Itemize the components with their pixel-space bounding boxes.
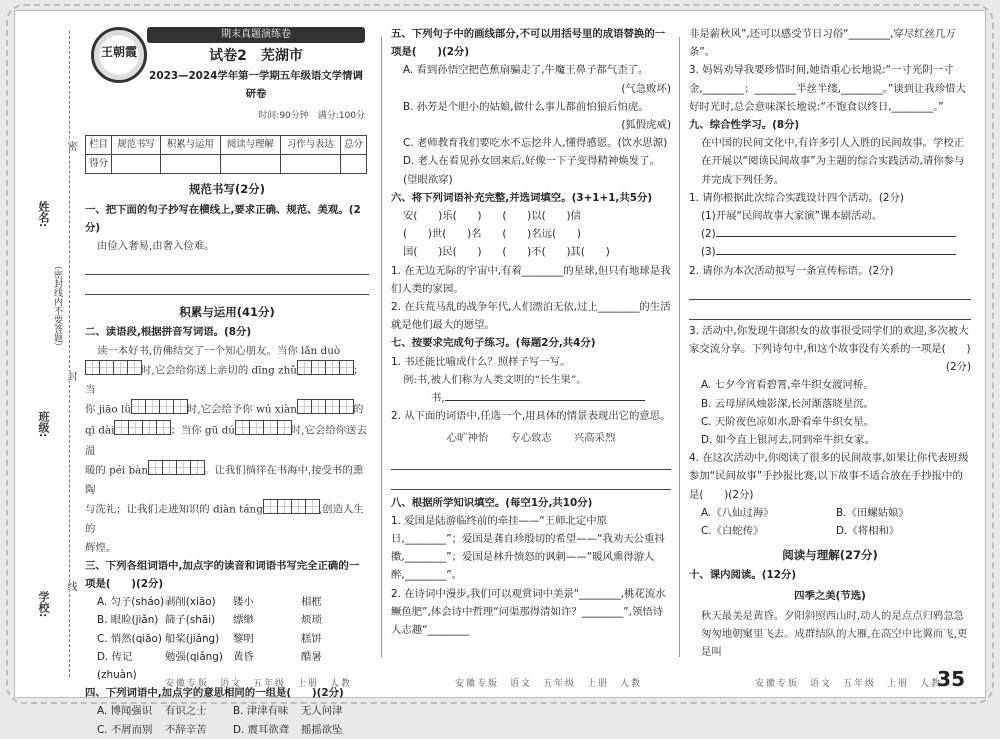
q5-option-c[interactable]: C. 老师教育我们要吃水不忘挖井人,懂得感恩。(饮水思源) (403, 137, 668, 150)
option[interactable]: C. 悄然(qiāo) (97, 632, 162, 645)
school-label: 学校: (37, 591, 50, 618)
q9-sub-2: 2. 请你为本次活动拟写一条宣传标语。(2分) (689, 264, 894, 277)
option-word: 勉强(qiǎng) (165, 650, 223, 663)
question-4: 四、下列词语中,加点字的意思相同的一组是( )(2分) (85, 687, 344, 700)
score-cell[interactable] (160, 155, 220, 174)
score-table (85, 135, 367, 174)
pinyin-grid[interactable] (114, 420, 170, 441)
q5-option-d[interactable]: D. 老人在看见孙女回来后,好像一下子变得精神焕发了。(望眼欲穿) (403, 155, 660, 186)
q7-sub-2: 2. 从下面的词语中,任选一个,用具体的情景表现出它的意思。 (391, 410, 671, 423)
option[interactable]: A. 博闻强识 (97, 705, 153, 718)
section-title: 阅读与理解(27分) (782, 548, 878, 563)
option-word: 酷暑 (301, 650, 322, 663)
answer-line[interactable] (85, 257, 369, 275)
answer-blank[interactable] (716, 254, 956, 255)
question-1: 一、把下面的句子抄写在横线上,要求正确、规范、美观。(2分) (85, 203, 361, 234)
score-header-cell: 栏目 (86, 136, 112, 155)
pinyin-grid[interactable] (297, 360, 353, 381)
q7-sub-1: 1. 书还能比喻成什么？照样子写一写。 (391, 355, 571, 368)
footer-text: 安徽专版 语文 五年级 上册 人教 (455, 679, 643, 689)
section-title: 规范书写(2分) (188, 182, 265, 197)
exam-page (14, 10, 986, 736)
question-2: 二、读语段,根据拼音写词语。(8分) (85, 326, 252, 339)
option-word: 无人问津 (301, 705, 343, 718)
score-cell[interactable] (112, 155, 161, 174)
option[interactable]: B. 津津有味 (233, 705, 289, 718)
section-title: 积累与运用(41分) (179, 305, 275, 320)
word-choice[interactable]: 兴高采烈 (573, 432, 616, 445)
question-7: 七、按要求完成句子练习。(每题2分,共4分) (391, 337, 596, 350)
score-header-cell: 阅读与理解 (220, 136, 280, 155)
q5-option-b[interactable]: B. 孙芳是个胆小的姑娘,做什么事儿都前怕狼后怕虎。 (403, 100, 649, 113)
brand-logo: 王朝霞 (91, 27, 147, 83)
class-label: 班级: (37, 411, 50, 438)
exam-subtitle: 2023—2024学年第一学期五年级语文学情调研卷 (149, 70, 363, 101)
passage-line: qī dài ；当你 gū dú 时,它会给你送去温 (85, 420, 369, 459)
column-2 (391, 25, 671, 663)
exam-meta: 时间:90分钟 满分:100分 (258, 111, 365, 121)
q9-activity-3: (3) (689, 243, 971, 261)
header-banner: 期末真题演练卷 (147, 27, 365, 43)
option[interactable]: D. 传记(zhuàn) (97, 650, 137, 682)
pinyin-grid[interactable] (148, 460, 204, 481)
passage-line: 辉煌。 (85, 541, 117, 554)
score-header-cell: 习作与表达 (280, 136, 340, 155)
footer-text: 安徽专版 语文 五年级 上册 人教 (755, 679, 943, 689)
column-3 (689, 25, 971, 663)
column-divider (381, 37, 382, 657)
option[interactable]: C.《白蛇传》 (701, 525, 764, 538)
option[interactable]: B.《田螺姑娘》 (836, 506, 909, 519)
option-word: 糕饼 (301, 632, 322, 645)
pinyin-grid[interactable] (131, 399, 187, 420)
option[interactable]: D.《将相和》 (836, 525, 900, 538)
copy-text: 由俭入奢易,由奢入俭难。 (97, 240, 215, 253)
option-word: 有识之士 (165, 705, 207, 718)
question-5: 五、下列句子中的画线部分,不可以用括号里的成语替换的一项是( )(2分) (391, 28, 666, 59)
option[interactable]: B. 眼睑(jiǎn) (97, 614, 159, 627)
q7-word-choices (391, 429, 671, 447)
option[interactable]: A. 七夕今宵看碧霄,牵牛织女渡河桥。 (701, 379, 874, 392)
binding-margin (29, 31, 77, 677)
seal-char-mi: 密 (65, 141, 76, 151)
option[interactable]: D. 如今直上银河去,同到牵牛织女家。 (701, 434, 875, 447)
option-word: 相框 (301, 596, 322, 609)
name-label: 姓名: (37, 201, 50, 228)
word-choice[interactable]: 专心致志 (510, 432, 552, 445)
answer-line[interactable] (689, 282, 971, 300)
question-3: 三、下列各组词语中,加点字的读音和词语书写完全正确的一项是( )(2分) (85, 559, 360, 591)
option[interactable]: C. 不屑而别 (97, 723, 153, 736)
q5-option-b-idiom: (狐假虎威) (621, 119, 671, 132)
q9-4-options (689, 504, 971, 540)
q6-sub-2: 2. 在兵荒马乱的战争年代,人们漂泊无依,过上________的生活就是他们最大的愿望。 (391, 301, 671, 332)
answer-blank[interactable] (716, 236, 956, 237)
exam-title: 试卷2 芜湖市 (209, 48, 303, 64)
pinyin-grid[interactable] (263, 499, 319, 520)
score-cell[interactable] (280, 155, 340, 174)
q9-activity-1: (1)开展“民间故事大家演”课本剧活动。 (701, 210, 883, 223)
q9-sub-3-score: (2分) (945, 361, 971, 374)
q6-sub-1: 1. 在无边无际的宇宙中,有着________的星球,但只有地球是我们人类的家园。 (391, 264, 671, 295)
q8-continued: 非是薪秋风”,还可以感受节日习俗“________,穿尽红丝几万条”。 (689, 28, 956, 59)
option-word: 黄昏 (233, 650, 254, 663)
option-word: 缥缈 (233, 614, 254, 627)
pinyin-grid[interactable] (297, 399, 353, 420)
idiom-fill-row[interactable]: ( )世( )名 ( )名远( ) (403, 228, 581, 241)
passage-line: 暖的 péi bàn 。让我们徜徉在书海中,接受书的熏陶 (85, 460, 369, 499)
seal-note: （密封线内不要答题） (52, 261, 62, 351)
article-text: 秋天最美是黄昏。夕阳斜照西山时,动人的是点点归鸦急急匆匆地朝窠里飞去。成群结队的大雁,在高空中比翼而飞,更是叫 (701, 609, 968, 659)
option-word: 摇摇欲坠 (301, 723, 343, 736)
question-8: 八、根据所学知识填空。(每空1分,共10分) (391, 496, 593, 509)
answer-blank[interactable] (445, 400, 645, 401)
q9-sub-4: 4. 在这次活动中,你阅读了很多的民间故事,如果让你代表班级参加“民间故事”手抄报比赛,以下故事不适合放在手抄报中的是( )(2分) (689, 452, 969, 501)
option-word: 不辞辛苦 (165, 723, 207, 736)
q9-intro: 在中国的民间文化中,有许多引人入胜的民间故事。学校正在开展以“阅读民间故事”为主题的综合实践活动,请你参与并完成下列任务。 (701, 137, 965, 186)
option-word: 镂小 (233, 596, 254, 609)
q5-option-a[interactable]: A. 看到孙悟空把芭蕉扇骗走了,牛魔王鼻子都气歪了。 (403, 64, 649, 77)
option-word: 烦琐 (301, 614, 322, 627)
answer-line[interactable] (689, 302, 971, 320)
passage-line: 读一本好书,仿佛结交了一个知心朋友。当你 lǎn duò (97, 344, 341, 357)
q9-sub-3: 3. 活动中,你发现牛郎织女的故事很受同学们的欢迎,多次被大家交流分享。下列诗句中,和这个故事没有关系的一项是( ) (689, 324, 971, 356)
word-choice[interactable]: 心旷神怡 (446, 432, 489, 445)
option[interactable]: A.《八仙过海》 (701, 506, 774, 519)
score-header-cell: 总分 (340, 136, 366, 155)
passage-line: 与洗礼；让我们走进知识的 diàn táng ,创造人生的 (85, 499, 369, 538)
q3-options (85, 593, 369, 684)
q8-sub-2: 2. 在诗词中漫步,我们可以观赏词中美景“________,桃花流水鳜鱼肥”,体会诗中哲理“问渠那得清如许？________”,领悟诗人志趣“________ (391, 587, 666, 637)
answer-line[interactable] (85, 277, 369, 295)
score-row-label: 得分 (86, 155, 112, 174)
seal-char-feng: 封 (65, 371, 76, 381)
score-cell[interactable] (340, 155, 366, 174)
q4-options (85, 702, 369, 738)
option[interactable]: B. 云母屏风烛影深,长河渐落晓星沉。 (701, 397, 874, 410)
q7-fill: 书, (391, 389, 671, 407)
q8-sub-1: 1. 爱国是陆游临终前的牵挂——“王师北定中原日,________”；爱国是龚自珍殷切的希望——“我劝天公重抖擞,________”；爱国是林升愤怒的讽刺——“暖风熏得游人醉,________”。 (391, 514, 665, 582)
option[interactable]: C. 天阶夜色凉如水,卧看牵牛织女星。 (701, 415, 875, 428)
q9-sub-1: 1. 请你根据此次综合实践设计四个活动。(2分) (689, 191, 904, 204)
option[interactable]: A. 匀子(sháo) (97, 596, 165, 609)
option-word: 船桨(jiǎng) (165, 632, 220, 645)
exam-header (85, 25, 369, 133)
passage-line: 时,它会给你送上亲切的 dīng zhǔ ；当 (85, 360, 369, 399)
idiom-fill-row[interactable]: 国( )民( ) ( )不( )其( ) (403, 246, 610, 259)
page-number: 35 (937, 667, 965, 691)
q5-option-a-idiom: (气急败坏) (621, 82, 671, 95)
option-word: 黎明 (233, 632, 254, 645)
answer-line[interactable] (391, 452, 671, 470)
question-10: 十、课内阅读。(12分) (689, 569, 797, 582)
seal-char-xian: 线 (65, 581, 76, 591)
option-word: 篩子(shāi) (165, 614, 216, 627)
passage-line: 你 jiāo lǜ 时,它会给予你 wú xiàn 的 (85, 399, 369, 420)
footer-text: 安徽专版 语文 五年级 上册 人教 (165, 679, 353, 689)
q9-activity-2: (2) (689, 225, 971, 243)
question-9: 九、综合性学习。(8分) (689, 119, 800, 132)
question-6: 六、将下列词语补充完整,并选词填空。(3+1+1,共5分) (391, 191, 653, 204)
score-header-cell: 规范书写 (112, 136, 161, 155)
pinyin-grid[interactable] (235, 420, 291, 441)
q7-example: 例:书,被人们称为人类文明的“长生果”。 (403, 373, 587, 386)
option[interactable]: D. 震耳欲聋 (233, 723, 290, 736)
answer-line[interactable] (391, 472, 671, 490)
score-cell[interactable] (220, 155, 280, 174)
option-word: 剥削(xiāo) (165, 596, 216, 609)
score-header-cell: 积累与运用 (160, 136, 220, 155)
article-title: 四季之美(节选) (794, 589, 866, 602)
q8-sub-3: 3. 妈妈劝导我要珍惜时间,她语重心长地说:“一寸光阴一寸金,________；________半丝半缕,________。”谈到让我珍惜大好时光时,总会意味深长地说:“不饱食以终日,________。” (689, 64, 966, 113)
idiom-fill-row[interactable]: 安( )乐( ) ( )以( )信 (403, 210, 581, 223)
column-divider (679, 37, 680, 657)
pinyin-grid[interactable] (85, 360, 141, 381)
